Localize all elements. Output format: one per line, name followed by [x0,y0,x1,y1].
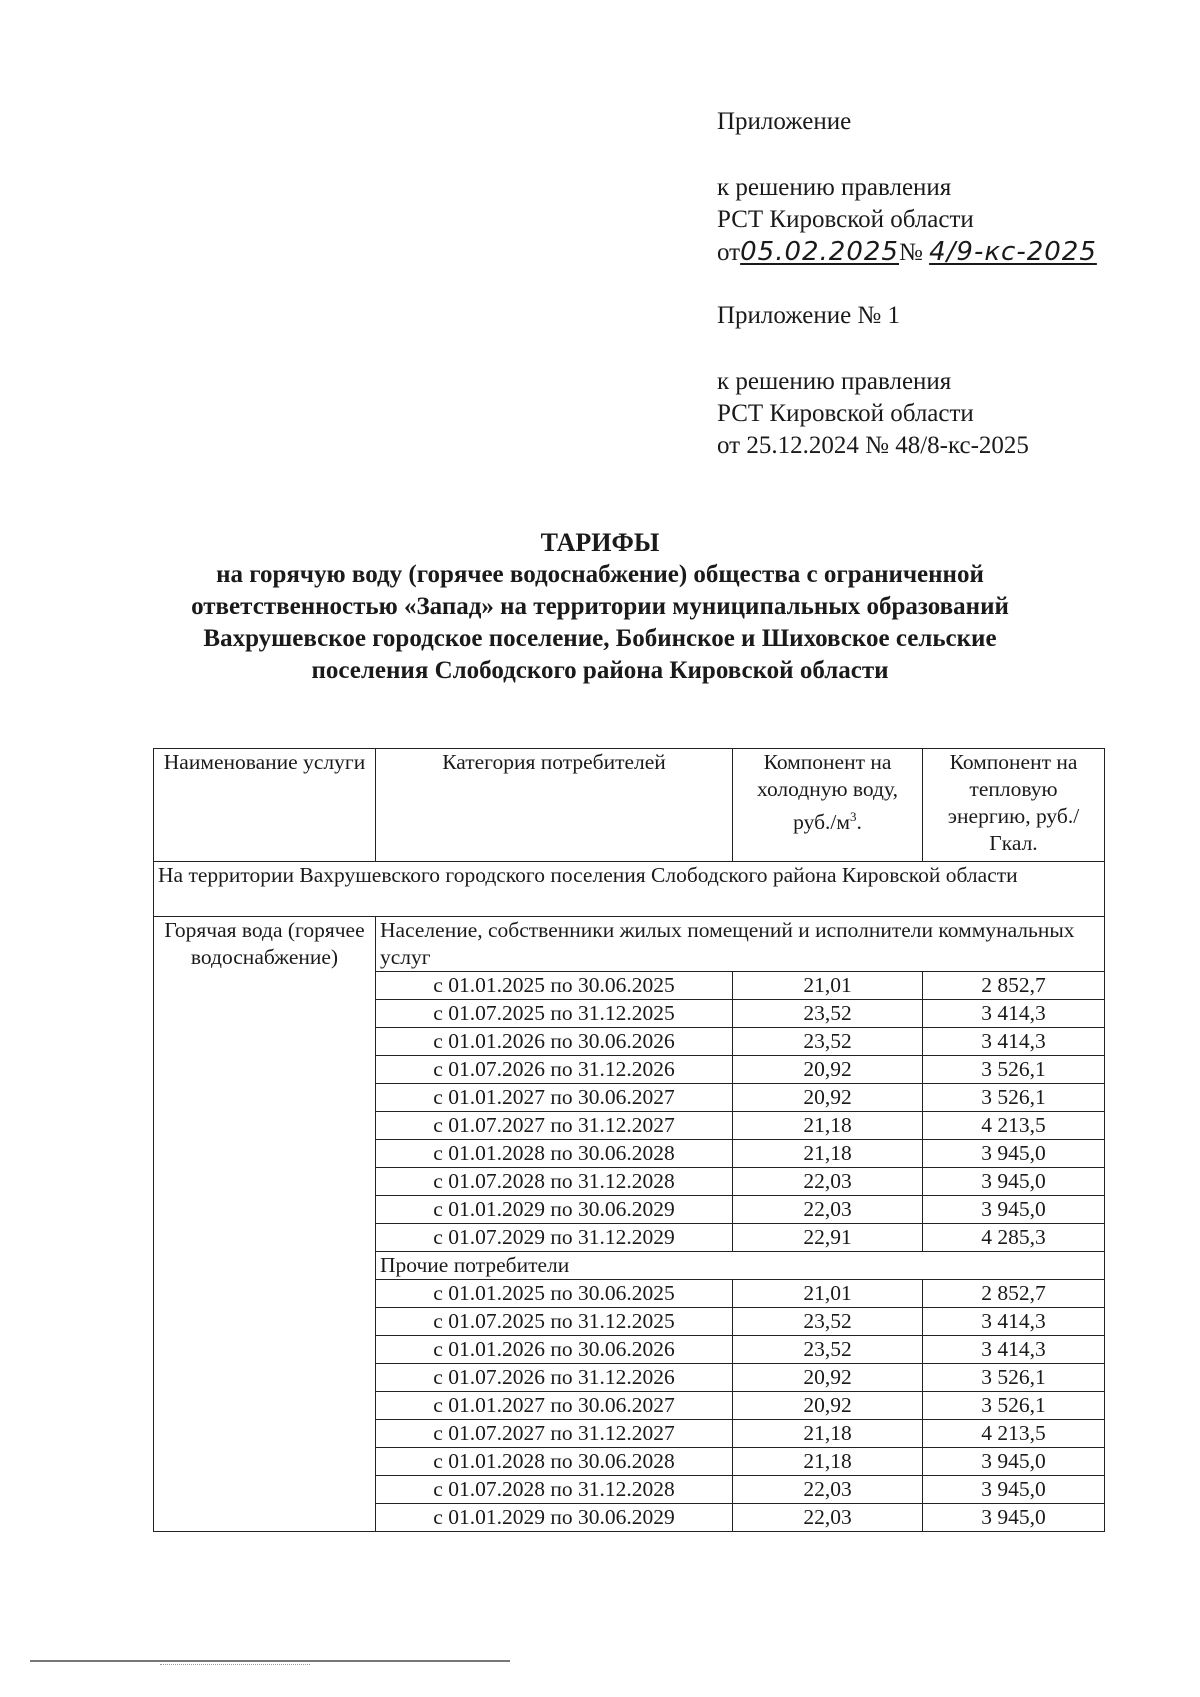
period-cell: с 01.07.2028 по 31.12.2028 [376,1168,733,1196]
heat-cell: 3 414,3 [923,1308,1105,1336]
cold-water-cell: 21,01 [733,1280,923,1308]
header-cold-water [733,749,923,862]
period-cell: с 01.07.2027 по 31.12.2027 [376,1112,733,1140]
category-2-cell: Прочие потребители [376,1252,1105,1280]
cold-water-cell: 23,52 [733,1028,923,1056]
cold-water-cell: 21,18 [733,1112,923,1140]
cold-water-cell: 20,92 [733,1364,923,1392]
heat-cell: 2 852,7 [923,972,1105,1000]
cold-water-cell: 20,92 [733,1084,923,1112]
decision-2-line-3: от 25.12.2024 № 48/8-кс-2025 [717,432,1029,459]
heat-cell: 3 945,0 [923,1140,1105,1168]
cold-water-cell: 20,92 [733,1056,923,1084]
heat-cell: 4 285,3 [923,1224,1105,1252]
handwritten-number: 4/9-кс-2025 [929,237,1097,267]
region-cell: На территории Вахрушевского городского поселения Слободского района Кировской области [154,862,1105,917]
title-line-3: Вахрушевское городское поселение, Бобинское и Шиховское сельские [203,625,997,652]
from-prefix: от [717,239,741,266]
period-cell: с 01.01.2028 по 30.06.2028 [376,1448,733,1476]
period-cell: с 01.01.2026 по 30.06.2026 [376,1336,733,1364]
heat-cell: 3 945,0 [923,1476,1105,1504]
appendix-1-header [717,300,1177,332]
header-heat: Компонент на тепловую энергию, руб./Гкал. [923,749,1105,862]
period-cell: с 01.01.2029 по 30.06.2029 [376,1504,733,1532]
heat-cell: 4 213,5 [923,1420,1105,1448]
cold-water-cell: 22,03 [733,1196,923,1224]
heat-cell: 4 213,5 [923,1112,1105,1140]
title-line-4: поселения Слободского района Кировской области [311,657,889,684]
heat-cell: 2 852,7 [923,1280,1105,1308]
period-cell: с 01.07.2029 по 31.12.2029 [376,1224,733,1252]
period-cell: с 01.01.2026 по 30.06.2026 [376,1028,733,1056]
title-main: ТАРИФЫ [540,528,660,557]
heat-cell: 3 945,0 [923,1448,1105,1476]
decision-line-2: РСТ Кировской области [717,206,974,233]
decision-date-line [717,236,1177,269]
cold-water-cell: 20,92 [733,1392,923,1420]
header-service: Наименование услуги [154,749,376,862]
period-cell: с 01.01.2025 по 30.06.2025 [376,1280,733,1308]
appendix-1-label: Приложение № 1 [717,302,901,329]
header-category: Категория потребителей [376,749,733,862]
decision-reference [717,172,1177,269]
table-body [154,862,1105,1532]
heat-cell: 3 945,0 [923,1504,1105,1532]
period-cell: с 01.01.2027 по 30.06.2027 [376,1084,733,1112]
period-cell: с 01.07.2025 по 31.12.2025 [376,1308,733,1336]
cold-water-cell: 21,18 [733,1140,923,1168]
document-title [120,527,1080,687]
cold-water-cell: 23,52 [733,1308,923,1336]
footer-marks [160,1664,310,1671]
cold-water-cell: 22,03 [733,1476,923,1504]
appendix-label: Приложение [717,108,852,135]
decision-2-line-2: РСТ Кировской области [717,400,974,427]
cold-water-cell: 21,18 [733,1420,923,1448]
period-cell: с 01.07.2026 по 31.12.2026 [376,1364,733,1392]
footer-rule [30,1660,510,1662]
heat-cell: 3 526,1 [923,1364,1105,1392]
cold-water-cell: 21,01 [733,972,923,1000]
decision-line-1: к решению правления [717,174,952,201]
cold-water-cell: 22,03 [733,1168,923,1196]
region-row [154,862,1105,917]
period-cell: с 01.07.2027 по 31.12.2027 [376,1420,733,1448]
cold-water-cell: 22,03 [733,1504,923,1532]
period-cell: с 01.07.2025 по 31.12.2025 [376,1000,733,1028]
service-name-cell: Горячая вода (горячее водоснабжение) [154,917,376,1532]
period-cell: с 01.01.2027 по 30.06.2027 [376,1392,733,1420]
heat-cell: 3 526,1 [923,1392,1105,1420]
decision-2-reference [717,366,1177,462]
period-cell: с 01.01.2028 по 30.06.2028 [376,1140,733,1168]
cold-water-cell: 23,52 [733,1336,923,1364]
handwritten-date: 05.02.2025 [740,237,899,267]
decision-2-line-1: к решению правления [717,368,952,395]
header-cold-water-sup: 3 [849,809,857,824]
title-line-1: на горячую воду (горячее водоснабжение) общества с ограниченной [216,561,984,588]
period-cell: с 01.07.2028 по 31.12.2028 [376,1476,733,1504]
category-1-cell: Население, собственники жилых помещений и исполнители коммунальных услуг [376,917,1105,972]
period-cell: с 01.01.2025 по 30.06.2025 [376,972,733,1000]
appendix-header [717,106,1177,138]
cold-water-cell: 21,18 [733,1448,923,1476]
tariffs-table [153,748,1105,1532]
title-line-2: ответственностью «Запад» на территории муниципальных образований [191,593,1009,620]
heat-cell: 3 945,0 [923,1168,1105,1196]
number-sign: № [898,239,923,266]
period-cell: с 01.07.2026 по 31.12.2026 [376,1056,733,1084]
period-cell: с 01.01.2029 по 30.06.2029 [376,1196,733,1224]
category-row-1 [154,917,1105,972]
heat-cell: 3 414,3 [923,1000,1105,1028]
cold-water-cell: 23,52 [733,1000,923,1028]
heat-cell: 3 526,1 [923,1084,1105,1112]
header-cold-water-text: Компонент на холодную воду, руб./м [757,750,898,835]
heat-cell: 3 945,0 [923,1196,1105,1224]
heat-cell: 3 526,1 [923,1056,1105,1084]
heat-cell: 3 414,3 [923,1336,1105,1364]
cold-water-cell: 22,91 [733,1224,923,1252]
table-header-row [154,749,1105,862]
header-cold-water-tail: . [856,810,862,835]
heat-cell: 3 414,3 [923,1028,1105,1056]
